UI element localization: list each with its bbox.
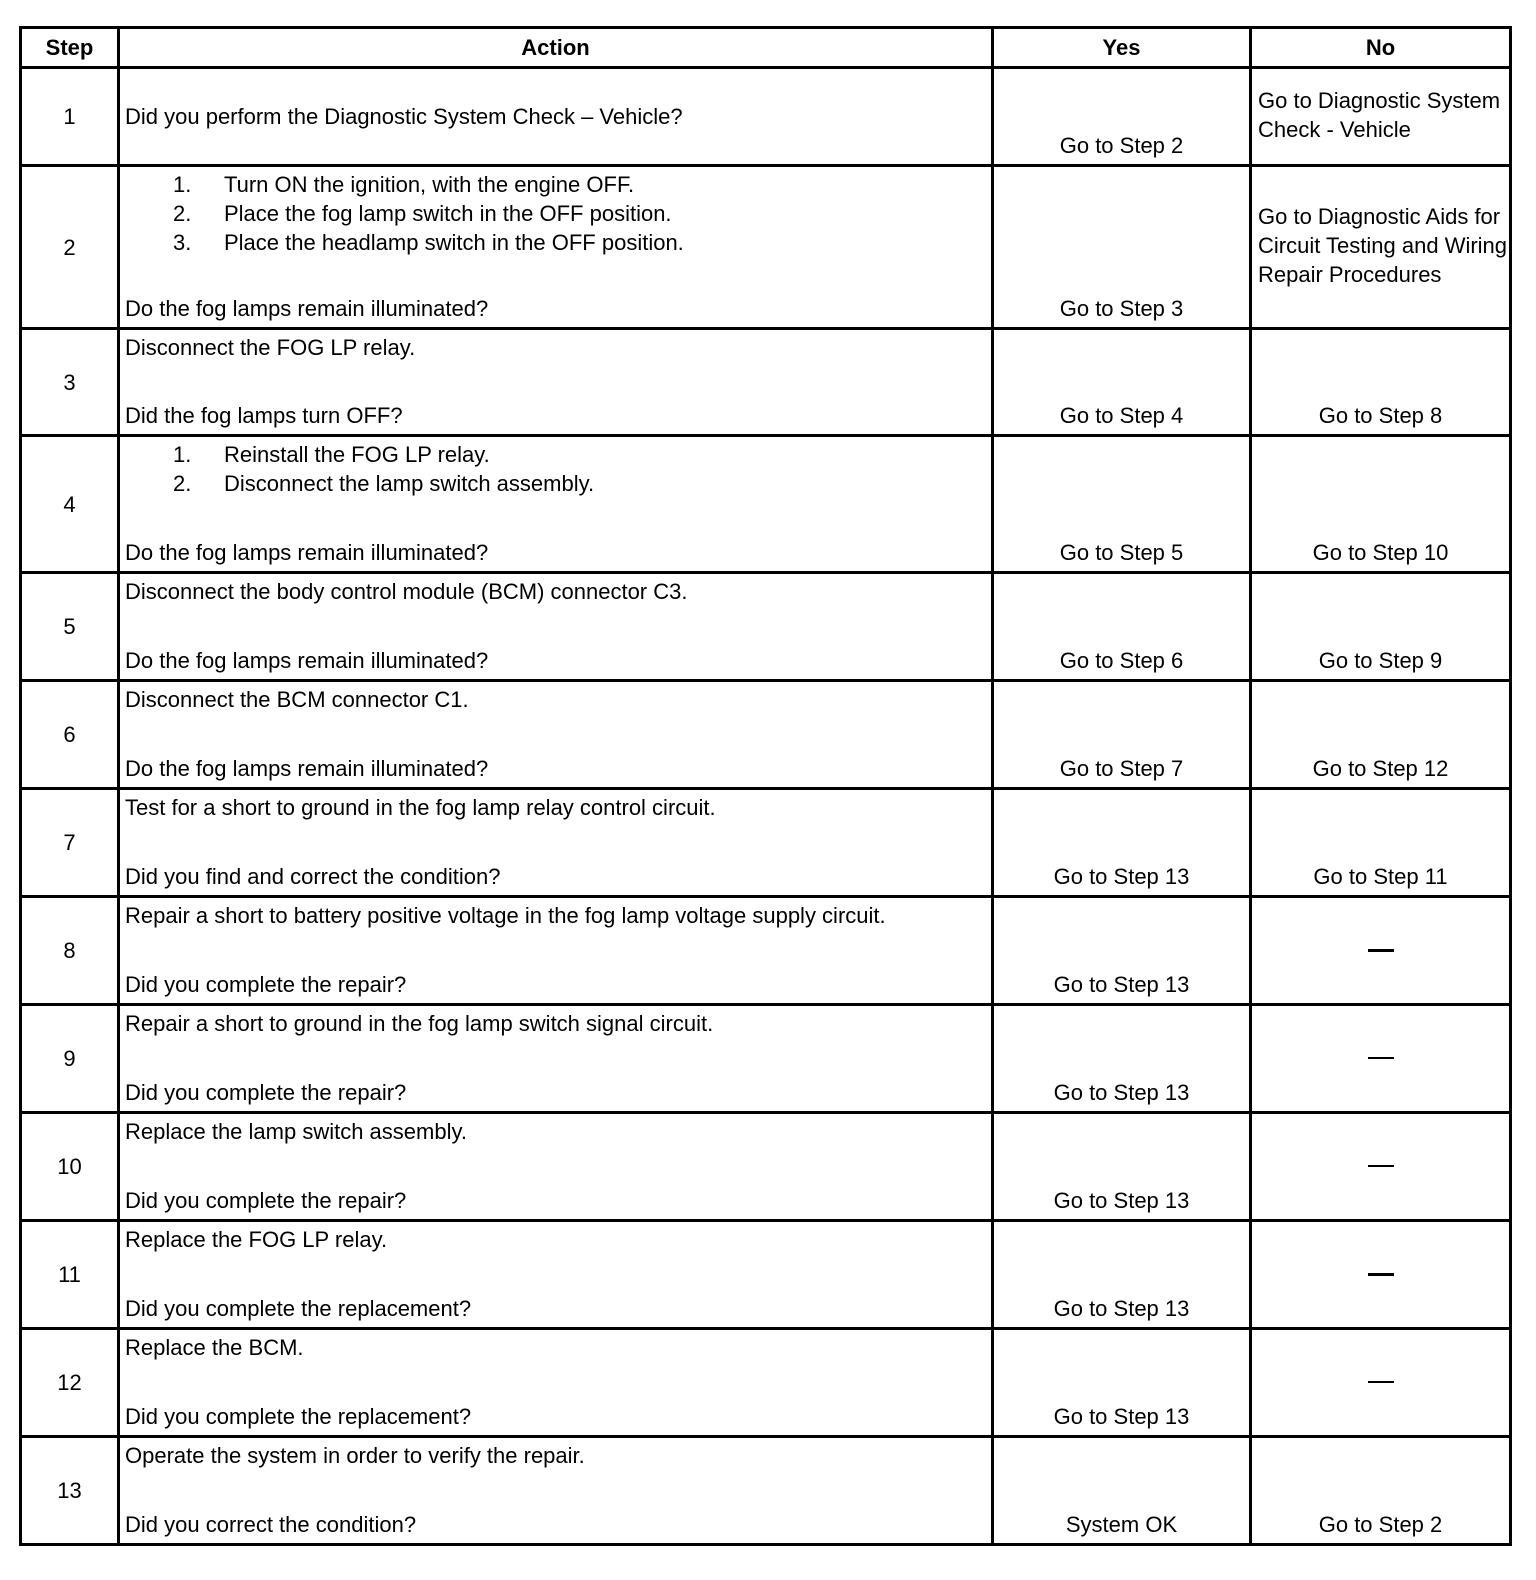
question-text: Did you complete the repair? xyxy=(125,1188,407,1213)
yes-cell: Go to Step 5 xyxy=(993,436,1251,573)
yes-cell: Go to Step 13 xyxy=(993,789,1251,897)
list-item xyxy=(125,199,985,228)
table-row xyxy=(21,436,1511,573)
action-cell xyxy=(119,681,993,789)
dash-icon xyxy=(1368,1381,1394,1383)
table-row xyxy=(21,1113,1511,1221)
no-cell: Go to Step 11 xyxy=(1251,789,1511,897)
table-row xyxy=(21,789,1511,897)
yes-cell: Go to Step 6 xyxy=(993,573,1251,681)
table-row xyxy=(21,68,1511,166)
step-number: 13 xyxy=(21,1437,119,1545)
list-item-number: 1. xyxy=(173,172,192,197)
action-instructions xyxy=(125,1225,985,1254)
table-row xyxy=(21,1221,1511,1329)
instruction-text: Operate the system in order to verify the repair. xyxy=(125,1443,585,1468)
action-cell xyxy=(119,789,993,897)
dash-icon xyxy=(1368,949,1394,952)
question-text: Do the fog lamps remain illuminated? xyxy=(125,756,489,781)
list-item-text: Disconnect the lamp switch assembly. xyxy=(224,471,595,496)
action-cell xyxy=(119,1113,993,1221)
question-text: Did you complete the repair? xyxy=(125,972,407,997)
question-text: Did you correct the condition? xyxy=(125,1512,417,1537)
action-instructions xyxy=(125,577,985,606)
question-text: Did you perform the Diagnostic System Check – Vehicle? xyxy=(125,103,683,129)
action-cell xyxy=(119,436,993,573)
yes-cell: Go to Step 13 xyxy=(993,897,1251,1005)
step-number: 2 xyxy=(21,166,119,329)
action-cell xyxy=(119,1005,993,1113)
step-number: 1 xyxy=(21,68,119,166)
instruction-text: Repair a short to battery positive voltage in the fog lamp voltage supply circuit. xyxy=(125,903,886,928)
no-cell: Go to Step 12 xyxy=(1251,681,1511,789)
no-cell: Go to Step 9 xyxy=(1251,573,1511,681)
yes-cell: Go to Step 2 xyxy=(993,68,1251,166)
dash-icon xyxy=(1368,1057,1394,1059)
instruction-text: Replace the BCM. xyxy=(125,1335,304,1360)
step-number: 12 xyxy=(21,1329,119,1437)
list-item-text: Place the headlamp switch in the OFF position. xyxy=(224,230,684,255)
question-text: Do the fog lamps remain illuminated? xyxy=(125,296,489,321)
step-number: 3 xyxy=(21,329,119,436)
list-item xyxy=(125,469,985,498)
action-instructions xyxy=(125,901,985,930)
action-cell xyxy=(119,68,993,166)
no-cell: Go to Diagnostic System Check - Vehicle xyxy=(1251,68,1511,166)
yes-cell: Go to Step 7 xyxy=(993,681,1251,789)
table-row xyxy=(21,1329,1511,1437)
step-number: 8 xyxy=(21,897,119,1005)
no-cell: Go to Step 8 xyxy=(1251,329,1511,436)
no-cell xyxy=(1251,1221,1511,1329)
list-item-text: Reinstall the FOG LP relay. xyxy=(224,442,490,467)
header-row xyxy=(21,28,1511,68)
instruction-text: Disconnect the FOG LP relay. xyxy=(125,335,416,360)
action-cell xyxy=(119,166,993,329)
action-instructions xyxy=(125,1009,985,1038)
yes-cell: System OK xyxy=(993,1437,1251,1545)
question-text: Did you complete the replacement? xyxy=(125,1296,472,1321)
action-cell xyxy=(119,573,993,681)
list-item-text: Place the fog lamp switch in the OFF position. xyxy=(224,201,672,226)
header-action: Action xyxy=(119,28,993,68)
action-cell xyxy=(119,1221,993,1329)
action-cell xyxy=(119,897,993,1005)
list-item-number: 3. xyxy=(173,230,192,255)
table-row xyxy=(21,1005,1511,1113)
action-instructions xyxy=(125,1117,985,1146)
question-text: Did you find and correct the condition? xyxy=(125,864,501,889)
instruction-text: Replace the lamp switch assembly. xyxy=(125,1119,467,1144)
table-row xyxy=(21,681,1511,789)
step-number: 11 xyxy=(21,1221,119,1329)
dash-icon xyxy=(1368,1273,1394,1276)
list-item xyxy=(125,170,985,199)
header-step: Step xyxy=(21,28,119,68)
table-row xyxy=(21,897,1511,1005)
yes-cell: Go to Step 13 xyxy=(993,1113,1251,1221)
table-row xyxy=(21,329,1511,436)
yes-cell: Go to Step 13 xyxy=(993,1221,1251,1329)
table-row xyxy=(21,573,1511,681)
list-item-number: 2. xyxy=(173,201,192,226)
step-number: 6 xyxy=(21,681,119,789)
action-instructions xyxy=(125,1441,985,1470)
action-instructions xyxy=(125,170,985,257)
action-instructions xyxy=(125,685,985,714)
instruction-text: Replace the FOG LP relay. xyxy=(125,1227,388,1252)
action-instructions xyxy=(125,333,985,362)
no-cell: Go to Diagnostic Aids for Circuit Testing and Wiring Repair Procedures xyxy=(1251,166,1511,329)
action-cell xyxy=(119,1437,993,1545)
action-cell xyxy=(119,1329,993,1437)
yes-cell: Go to Step 13 xyxy=(993,1329,1251,1437)
yes-cell: Go to Step 3 xyxy=(993,166,1251,329)
header-yes: Yes xyxy=(993,28,1251,68)
header-no: No xyxy=(1251,28,1511,68)
yes-cell: Go to Step 13 xyxy=(993,1005,1251,1113)
numbered-steps xyxy=(125,170,985,257)
no-cell xyxy=(1251,1005,1511,1113)
table-row xyxy=(21,166,1511,329)
step-number: 9 xyxy=(21,1005,119,1113)
question-text: Do the fog lamps remain illuminated? xyxy=(125,540,489,565)
no-cell xyxy=(1251,897,1511,1005)
instruction-text: Repair a short to ground in the fog lamp switch signal circuit. xyxy=(125,1011,714,1036)
list-item-text: Turn ON the ignition, with the engine OFF. xyxy=(224,172,635,197)
list-item-number: 1. xyxy=(173,442,192,467)
no-cell xyxy=(1251,1113,1511,1221)
instruction-text: Disconnect the body control module (BCM) connector C3. xyxy=(125,579,688,604)
step-number: 10 xyxy=(21,1113,119,1221)
step-number: 4 xyxy=(21,436,119,573)
no-cell xyxy=(1251,1329,1511,1437)
action-cell xyxy=(119,329,993,436)
instruction-text: Disconnect the BCM connector C1. xyxy=(125,687,469,712)
question-text: Did you complete the replacement? xyxy=(125,1404,472,1429)
numbered-steps xyxy=(125,440,985,498)
list-item xyxy=(125,440,985,469)
table-row xyxy=(21,1437,1511,1545)
action-instructions xyxy=(125,793,985,822)
list-item-number: 2. xyxy=(173,471,192,496)
action-instructions xyxy=(125,440,985,498)
question-text: Did you complete the repair? xyxy=(125,1080,407,1105)
no-cell: Go to Step 2 xyxy=(1251,1437,1511,1545)
step-number: 5 xyxy=(21,573,119,681)
step-number: 7 xyxy=(21,789,119,897)
question-text: Do the fog lamps remain illuminated? xyxy=(125,648,489,673)
question-text: Did the fog lamps turn OFF? xyxy=(125,403,403,428)
list-item xyxy=(125,228,985,257)
instruction-text: Test for a short to ground in the fog lamp relay control circuit. xyxy=(125,795,716,820)
yes-cell: Go to Step 4 xyxy=(993,329,1251,436)
dash-icon xyxy=(1368,1165,1394,1167)
action-instructions xyxy=(125,1333,985,1362)
no-cell: Go to Step 10 xyxy=(1251,436,1511,573)
diagnostic-table xyxy=(19,26,1512,1546)
